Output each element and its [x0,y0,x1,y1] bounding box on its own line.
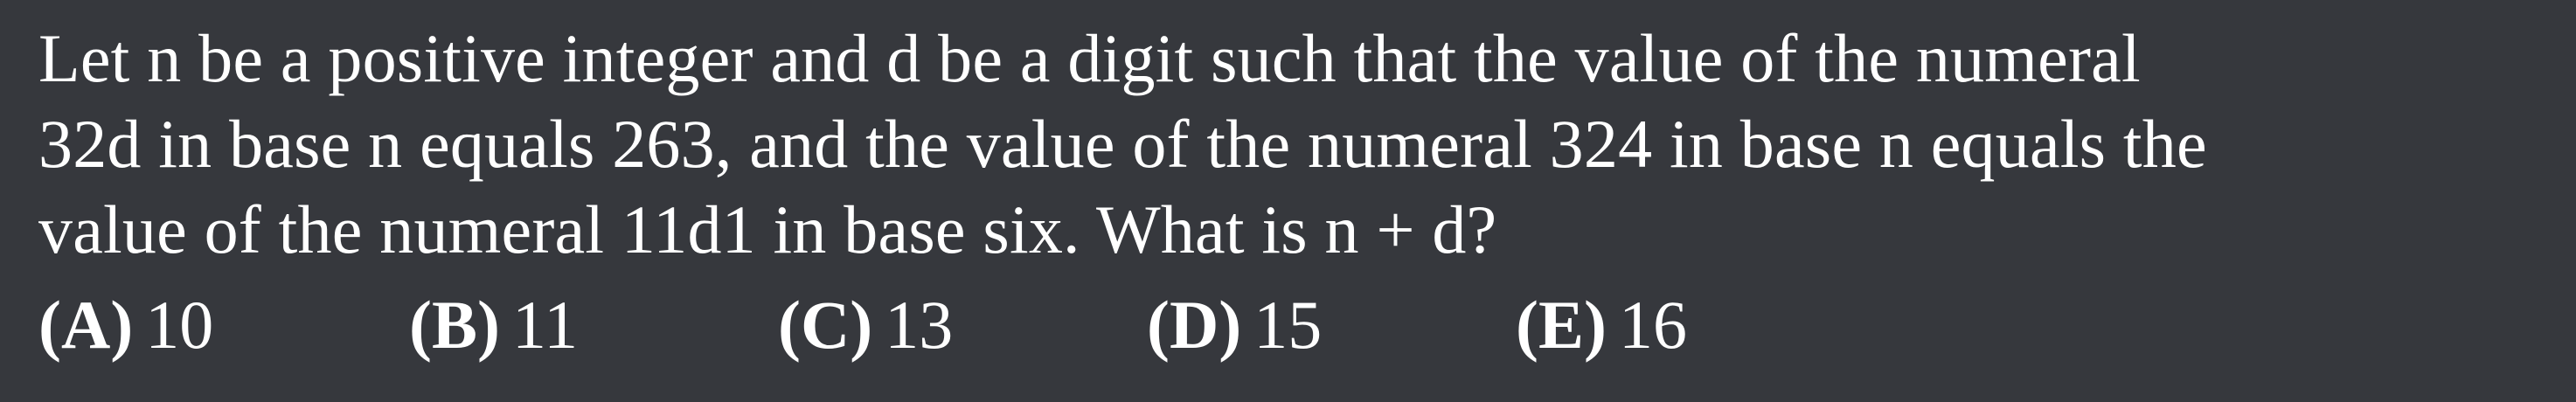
choice-c-letter: (C) [778,287,873,363]
choice-c-value: 13 [885,287,954,363]
choice-d-value: 15 [1253,287,1323,363]
choice-a [38,281,213,369]
choice-b-value: 11 [511,287,579,363]
choice-b [409,281,578,369]
choice-e [1516,281,1687,369]
choice-b-letter: (B) [409,287,500,363]
choice-a-value: 10 [145,287,214,363]
choice-c [778,281,953,369]
problem-line-1: Let n be a positive integer and d be a digit such that the value of the numeral [38,20,2141,96]
problem-statement [38,16,2556,273]
problem-line-3: value of the numeral 11d1 in base six. What is n + d? [38,191,1497,267]
choice-e-letter: (E) [1516,287,1607,363]
choice-d-letter: (D) [1147,287,1242,363]
choice-e-value: 16 [1618,287,1687,363]
choice-d [1147,281,1322,369]
choice-a-letter: (A) [38,287,134,363]
problem-line-2: 32d in base n equals 263, and the value of the numeral 324 in base n equals the [38,106,2207,182]
